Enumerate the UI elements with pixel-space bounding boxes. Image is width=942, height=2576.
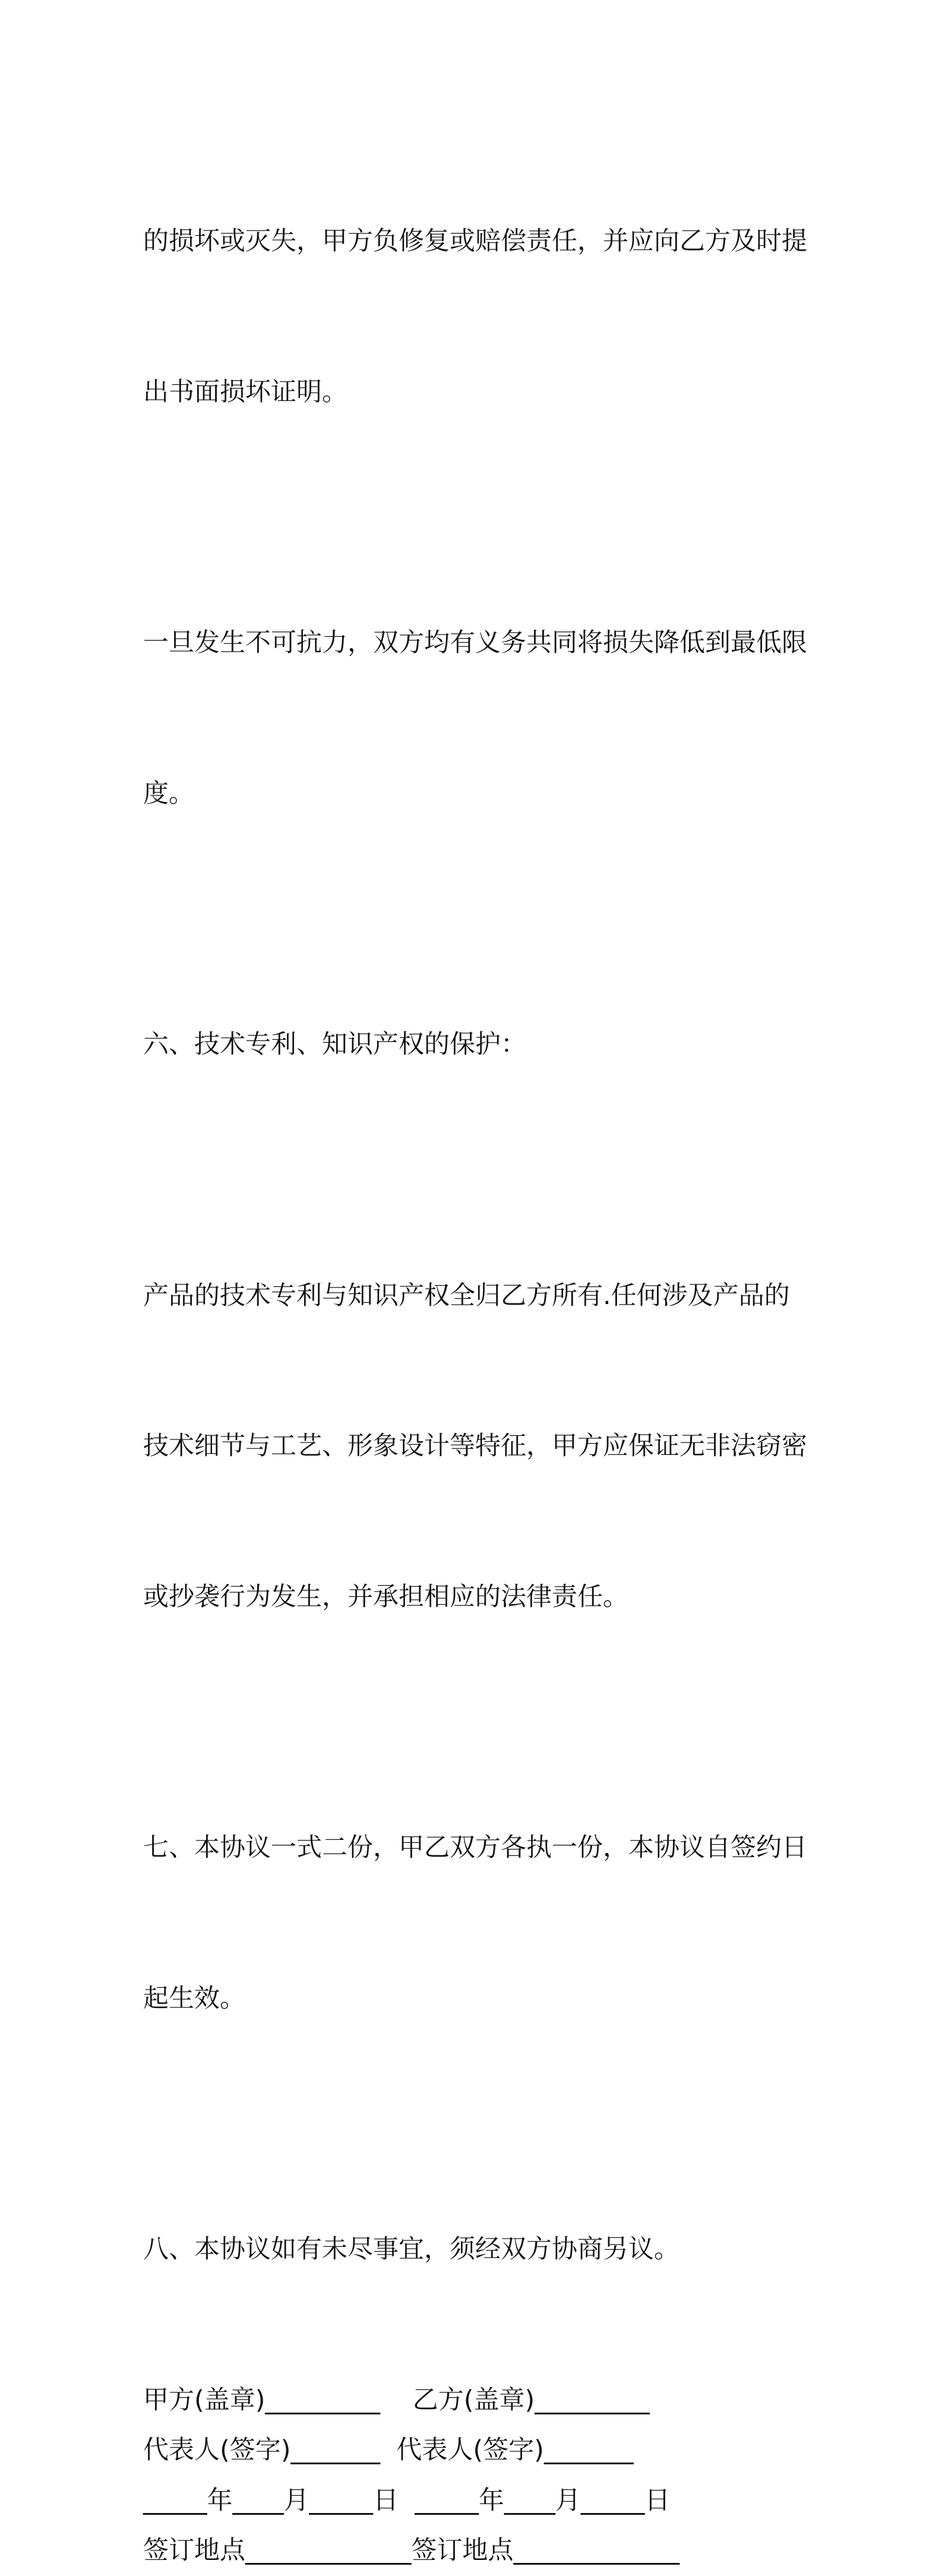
text-line: 起生效。 (143, 1983, 245, 2013)
text-line: 八、本协议如有未尽事宜，须经双方协商另议。 (143, 2234, 679, 2264)
text-line: 一旦发生不可抗力，双方均有义务共同将损失降低到最低限 (143, 628, 807, 658)
signature-block (143, 2375, 808, 2576)
document-body (143, 116, 808, 2576)
text-line: 七、本协议一式二份，甲乙双方各执一份，本协议自签约日 (143, 1833, 807, 1862)
text-line: 产品的技术专利与知识产权全归乙方所有.任何涉及产品的 (143, 1280, 790, 1311)
date-line: _____年____月_____日 _____年____月_____日 (143, 2485, 671, 2515)
signing-location-line: 签订地点_____________签订地点_____________ (143, 2536, 679, 2565)
section-other-matters (143, 2124, 808, 2375)
text-line: 度。 (143, 778, 194, 809)
section-heading-ip-protection (143, 919, 808, 1170)
text-line: 或抄袭行为发生，并承担相应的法律责任。 (143, 1581, 628, 1612)
paragraph-force-majeure (143, 517, 808, 919)
text-line: 出书面损坏证明。 (143, 377, 347, 407)
section-heading-text: 六、技术专利、知识产权的保护： (143, 1030, 526, 1059)
section-copies-effective (143, 1722, 808, 2124)
representative-signature-line: 代表人(签字)_______ 代表人(签字)_______ (143, 2435, 634, 2465)
text-line: 的损坏或灭失，甲方负修复或赔偿责任，并应向乙方及时提 (143, 226, 807, 256)
paragraph-ip-ownership (143, 1170, 808, 1723)
seal-line: 甲方(盖章)_________ 乙方(盖章)_________ (143, 2385, 650, 2415)
paragraph-damage-liability (143, 116, 808, 517)
text-line: 技术细节与工艺、形象设计等特征，甲方应保证无非法窃密 (143, 1431, 807, 1461)
